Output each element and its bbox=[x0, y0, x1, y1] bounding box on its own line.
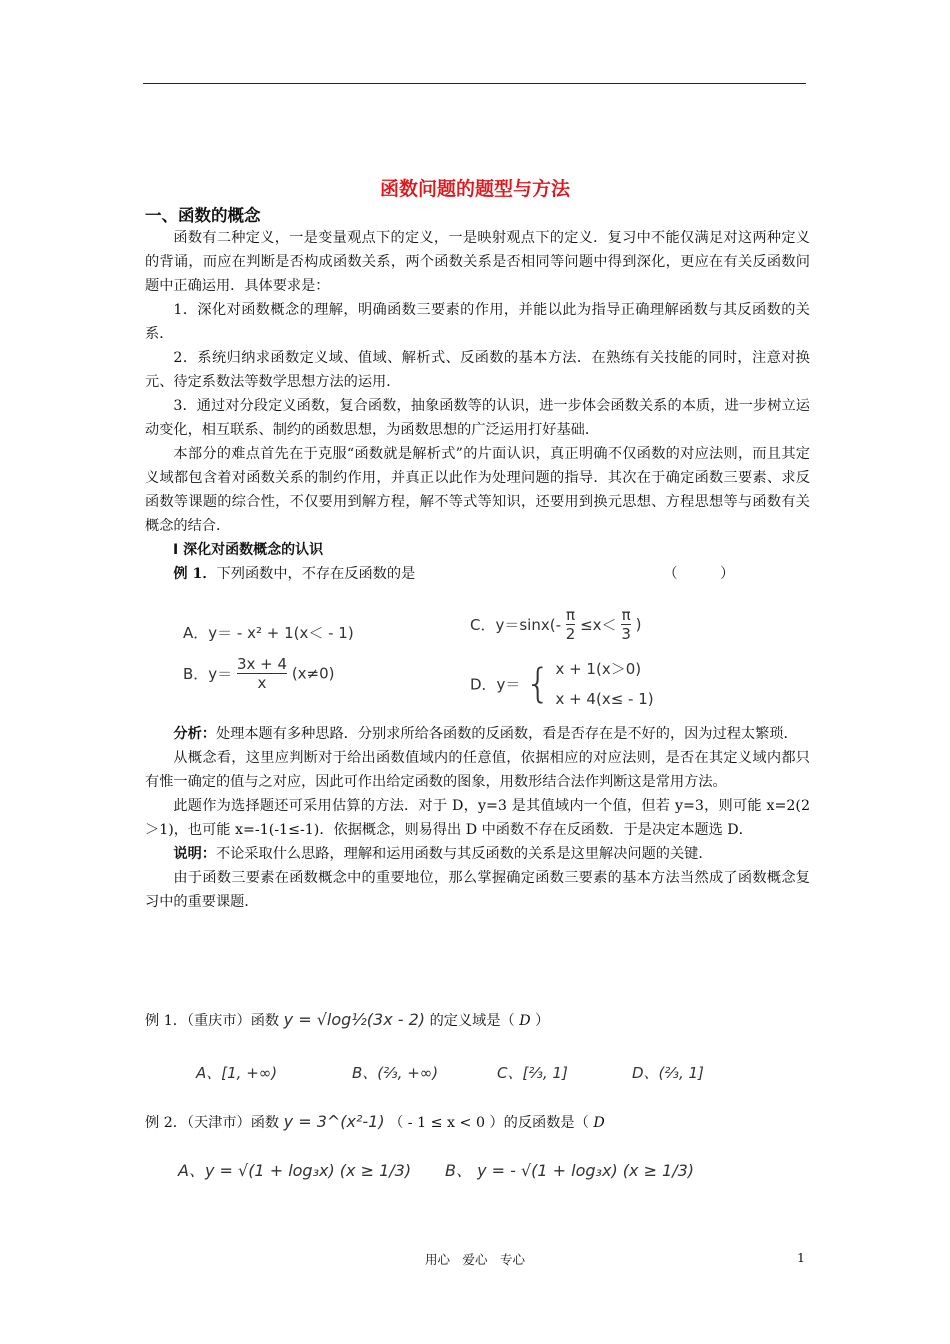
option-b-suffix: (x≠0) bbox=[291, 664, 335, 683]
chongqing-option-d: D、(⅔, 1] bbox=[632, 1064, 704, 1082]
option-c-end: ) bbox=[635, 615, 642, 634]
option-c-den-3: 3 bbox=[621, 625, 631, 643]
example-1-label: 例 1． bbox=[173, 566, 217, 582]
option-b-fraction bbox=[237, 655, 287, 692]
option-c-pi-2: π bbox=[621, 606, 631, 624]
option-c bbox=[470, 606, 642, 643]
section-heading: 一、函数的概念 bbox=[145, 206, 261, 225]
difficulty-paragraph: 本部分的难点首先在于克服“函数就是解析式”的片面认识，真正明确不仅函数的对应法则，而且其定义域都包含着对函数关系的制约作用，并真正以此作为处理问题的指导．其次在于确定函数三要素、求反函数等课题的综合性，不仅要用到解方程，解不等式等知识，还要用到换元思想、方程思想等与函数有关概念的结合． bbox=[145, 446, 810, 534]
option-b-denominator: x bbox=[257, 674, 267, 692]
chongqing-option-b: B、(⅔, +∞) bbox=[352, 1064, 439, 1082]
example-1-text: 下列函数中，不存在反函数的是 bbox=[216, 566, 416, 582]
chongqing-option-a: A、[1, +∞) bbox=[196, 1064, 278, 1082]
example-chongqing-tail: 的定义域是（ bbox=[429, 1013, 515, 1029]
brace-icon: { bbox=[525, 661, 551, 707]
example-1-question bbox=[145, 562, 810, 586]
example-chongqing-function: y = √log½(3x - 2) bbox=[283, 1010, 426, 1029]
header-rule bbox=[143, 83, 806, 84]
chongqing-option-c: C、[⅔, 1] bbox=[497, 1064, 568, 1082]
example-tianjin-condition: （ - 1 ≤ x < 0 ）的反函数是（ bbox=[389, 1115, 589, 1131]
answer-paren: （ ） bbox=[663, 566, 735, 582]
note-text: 不论采取什么思路，理解和运用函数与其反函数的关系是这里解决问题的关键． bbox=[215, 846, 713, 862]
option-a: A．y＝ - x² + 1(x＜ - 1) bbox=[183, 624, 354, 642]
analysis-label: 分析： bbox=[173, 726, 216, 742]
option-c-den-2: 2 bbox=[565, 625, 576, 643]
page-number: 1 bbox=[797, 1250, 805, 1265]
estimation-paragraph: 此题作为选择题还可采用估算的方法．对于 D，y=3 是其值域内一个值，但若 y=3，则可能 x=2(2＞1)，也可能 x=-1(-1≤-1)．依据概念，则易得出 D 中函数不存在反函数．于是决定本题选 D． bbox=[145, 798, 810, 838]
concept-paragraph: 从概念看，这里应判断对于给出函数值域内的任意值，依据相应的对应法则，是否在其定义域内都只有惟一确定的值与之对应，因此可作出给定函数的图象，用数形结合法作判断这是常用方法。 bbox=[145, 750, 810, 790]
analysis-paragraph bbox=[145, 722, 810, 746]
page-footer: 用心 爱心 专心 bbox=[424, 1252, 525, 1267]
option-c-pi-1: π bbox=[566, 606, 576, 624]
option-d-prefix: D．y＝ bbox=[470, 675, 521, 694]
option-b-prefix: B．y＝ bbox=[183, 665, 233, 683]
option-c-mid: ≤x＜ bbox=[580, 616, 617, 634]
example-tianjin-function: y = 3^(x²-1) bbox=[283, 1112, 385, 1131]
summary-paragraph: 由于函数三要素在函数概念中的重要地位，那么掌握确定函数三要素的基本方法当然成了函数概念复习中的重要课题． bbox=[145, 870, 810, 910]
subheading: Ⅰ 深化对函数概念的认识 bbox=[173, 542, 324, 558]
option-b bbox=[183, 655, 335, 692]
option-c-prefix: C．y＝sinx(- bbox=[470, 616, 561, 634]
intro-block bbox=[145, 226, 810, 586]
option-d-case-2: x + 4(x≤ - 1) bbox=[555, 690, 654, 708]
analysis-block bbox=[145, 722, 810, 914]
note-label: 说明： bbox=[173, 846, 216, 862]
example-tianjin bbox=[145, 1112, 605, 1132]
page-title: 函数问题的题型与方法 bbox=[379, 178, 570, 200]
analysis-text: 处理本题有多种思路．分别求所给各函数的反函数，看是否存在是不好的，因为过程太繁琐． bbox=[215, 726, 798, 742]
example-tianjin-answer: D bbox=[593, 1115, 605, 1131]
example-tianjin-label: 例 2．（天津市）函数 bbox=[145, 1115, 280, 1131]
example-chongqing bbox=[145, 1010, 549, 1030]
option-c-frac2 bbox=[621, 606, 631, 643]
requirement-2: 2．系统归纳求函数定义域、值域、解析式、反函数的基本方法．在熟练有关技能的同时，注意对换元、待定系数法等数学思想方法的运用． bbox=[145, 350, 810, 390]
intro-paragraph: 函数有二种定义，一是变量观点下的定义，一是映射观点下的定义．复习中不能仅满足对这两种定义的背诵，而应在判断是否构成函数关系，两个函数关系是否相同等问题中得到深化，更应在有关反函数问题中正确运用．具体要求是： bbox=[145, 230, 810, 294]
option-d-cases bbox=[555, 654, 653, 714]
tianjin-option-a: A、y = √(1 + log₃x) (x ≥ 1/3) bbox=[178, 1161, 412, 1180]
example-chongqing-close: ） bbox=[535, 1013, 550, 1029]
requirement-1: 1．深化对函数概念的理解，明确函数三要素的作用，并能以此为指导正确理解函数与其反函数的关系． bbox=[145, 302, 810, 342]
option-d bbox=[470, 654, 654, 714]
requirement-3: 3．通过对分段定义函数，复合函数，抽象函数等的认识，进一步体会函数关系的本质，进一步树立运动变化，相互联系、制约的函数思想，为函数思想的广泛运用打好基础． bbox=[145, 398, 810, 438]
option-b-numerator: 3x + 4 bbox=[236, 655, 288, 673]
tianjin-option-b: B、 y = - √(1 + log₃x) (x ≥ 1/3) bbox=[445, 1161, 695, 1180]
note-paragraph bbox=[145, 842, 810, 866]
example-chongqing-answer: D bbox=[519, 1013, 531, 1029]
option-d-case-1: x + 1(x＞0) bbox=[555, 660, 642, 678]
example-chongqing-label: 例 1．（重庆市）函数 bbox=[145, 1013, 280, 1029]
option-c-frac1 bbox=[566, 606, 576, 643]
